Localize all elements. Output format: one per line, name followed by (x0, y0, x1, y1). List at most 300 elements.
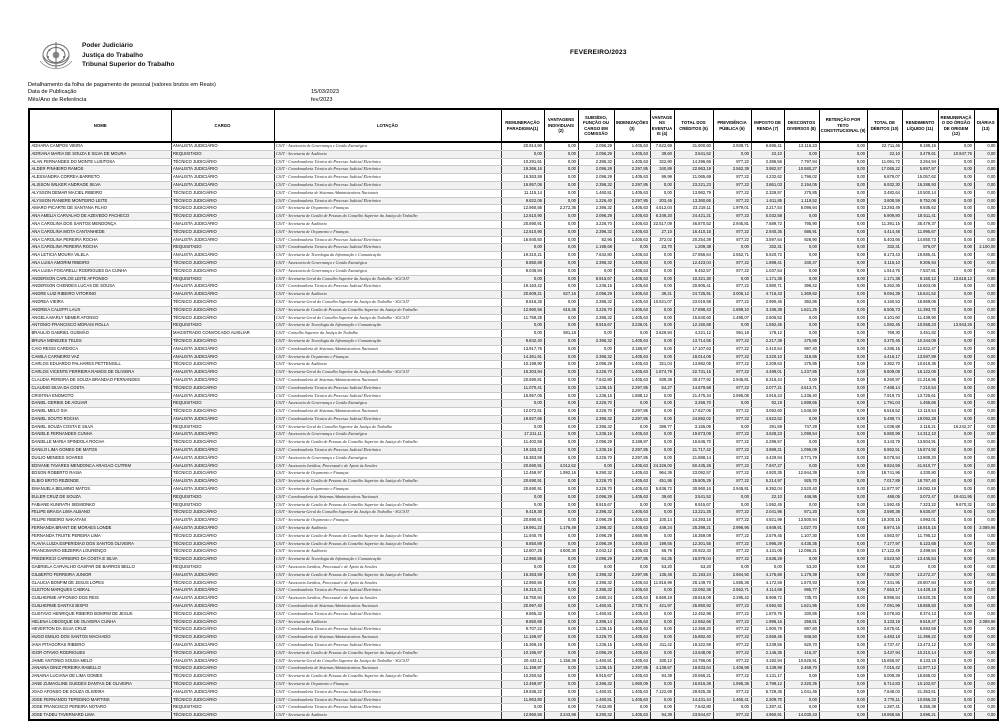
cell-value-6: 877,22 (713, 634, 751, 642)
cell-value-5: 25.805,29 (674, 478, 713, 486)
cell-value-10: 5.860,99 (867, 431, 902, 439)
cell-value-4: 330,12 (650, 657, 674, 665)
cell-lotacao: CSJT - Secretaria-Geral do Conselho Superior da Justiça do Trabalho - SGCSJT (274, 369, 501, 377)
cell-value-0: 14.361,91 (501, 353, 544, 361)
cell-value-1: 0,00 (544, 642, 578, 650)
cell-cargo: TÉCNICO JUDICIÁRIO (171, 649, 274, 657)
cell-value-13: 0,00 (974, 603, 998, 611)
cell-cargo: REQUISITADO (171, 275, 274, 283)
cell-value-7: 2.659,46 (751, 634, 784, 642)
cell-value-7: 1.287,41 (751, 704, 784, 712)
cell-value-0: 17.211,11 (501, 431, 544, 439)
cell-value-3: 2.297,85 (614, 556, 650, 564)
cell-value-9: 0,00 (819, 595, 867, 603)
cell-name: JANAINA DINIZ PEREIRA RABELLO (29, 665, 171, 673)
cell-name: ANGELA MARLY NEMER AFONSO (29, 314, 171, 322)
cell-lotacao: CSJT - Coordenadoria de Sistemas Administrativos Nacionais (274, 345, 501, 353)
cell-value-13: 0,00 (974, 392, 998, 400)
cell-value-8: 747,29 (784, 423, 819, 431)
column-header-6: INDENIZAÇÕES (3) (614, 109, 650, 142)
cell-value-1: 0,00 (544, 244, 578, 252)
table-row (29, 283, 998, 291)
cell-value-0: 20.997,40 (501, 603, 544, 611)
cell-value-2: 2.396,32 (578, 587, 614, 595)
cell-lotacao: CSJT - Secretaria de Orçamento e Finanças (274, 353, 501, 361)
cell-value-0: 19.366,16 (501, 166, 544, 174)
cell-value-6: 877,22 (713, 447, 751, 455)
cell-value-0: 16.303,94 (501, 369, 544, 377)
table-row (29, 618, 998, 626)
cell-value-1: 0,00 (544, 353, 578, 361)
cell-value-5: 15.640,60 (674, 314, 713, 322)
cell-value-13: 0,00 (974, 189, 998, 197)
cell-value-9: 0,00 (819, 384, 867, 392)
cell-value-13: 0,00 (974, 665, 998, 673)
cell-value-7: 22,10 (751, 150, 784, 158)
cell-value-9: 0,00 (819, 150, 867, 158)
cell-value-11: 876,07 (902, 244, 938, 252)
cell-value-4: 340,89 (650, 166, 674, 174)
cell-value-8: 0,00 (784, 267, 819, 275)
table-row (29, 298, 998, 306)
cell-value-8: 0,00 (784, 673, 819, 681)
cell-cargo: ANALISTA JUDICIÁRIO (171, 236, 274, 244)
cell-lotacao: CSJT - Assessoria de Governança e Gestão Estratégica (274, 259, 501, 267)
cell-value-8: 0,00 (784, 252, 819, 260)
cell-value-1: 0,00 (544, 634, 578, 642)
cell-value-3: 1.405,63 (614, 540, 650, 548)
cell-name: FREDERICO CARNEIRO DA COSTA E SILVA (29, 556, 171, 564)
cell-value-7: 3.220,10 (751, 353, 784, 361)
cell-cargo: ANALISTA JUDICIÁRIO (171, 595, 274, 603)
cell-value-7: 2.940,35 (751, 228, 784, 236)
cell-value-1: 0,00 (544, 384, 578, 392)
cell-cargo: TÉCNICO JUDICIÁRIO (171, 579, 274, 587)
cell-value-0: 19.991,23 (501, 525, 544, 533)
cell-value-3: 0,00 (614, 564, 650, 572)
cell-value-2: 8.915,67 (578, 322, 614, 330)
cell-value-10: 3.078,83 (867, 610, 902, 618)
cell-value-6: 877,22 (713, 478, 751, 486)
cell-cargo: REQUISITADO (171, 322, 274, 330)
cell-value-2: 2.096,29 (578, 174, 614, 182)
cell-value-1: 591,18 (544, 330, 578, 338)
cell-value-3: 1.405,63 (614, 493, 650, 501)
cell-name: BRUNA MENEZES TELES (29, 337, 171, 345)
cell-lotacao: CSJT - Secretaria de Auditoria (274, 220, 501, 228)
cell-value-4: 0,00 (650, 501, 674, 509)
cell-value-4: 0,00 (650, 431, 674, 439)
cell-value-11: 9.630,87 (902, 509, 938, 517)
cell-value-4: 0,00 (650, 322, 674, 330)
cell-lotacao: CSJT - Coordenadoria de Sistemas Administrativos Nacionais (274, 603, 501, 611)
cell-value-2: 7.642,80 (578, 376, 614, 384)
cell-value-2: 8.915,67 (578, 673, 614, 681)
cell-name: FLAVIA LUIZA ESPERIDIAO DOS SANTOS OLIVEIRA (29, 540, 171, 548)
cell-value-0: 8.816,26 (501, 298, 544, 306)
cell-cargo: TÉCNICO JUDICIÁRIO (171, 532, 274, 540)
cell-name: JOSE FRANCISCO PEREIRA NOTARO (29, 704, 171, 712)
cell-value-5: 24.892,02 (674, 415, 713, 423)
cell-value-13: 0,00 (974, 197, 998, 205)
cell-value-10: 5.516,52 (867, 408, 902, 416)
cell-value-0: 20.443,11 (501, 657, 544, 665)
cell-value-1: 0,00 (544, 275, 578, 283)
column-header-16: DIÁRIAS (13) (974, 109, 998, 142)
cell-value-5: 28.816,09 (674, 595, 713, 603)
cell-name: ALYSSON DEMAR MACIEL RIBEIRO (29, 189, 171, 197)
cell-value-12: 0,00 (938, 548, 974, 556)
cell-value-12: 0,00 (938, 603, 974, 611)
cell-cargo: TÉCNICO JUDICIÁRIO (171, 259, 274, 267)
cell-value-12: 0,00 (938, 564, 974, 572)
cell-name: ANA LETICIA MOURA VILELA (29, 252, 171, 260)
cell-value-1: 0,00 (544, 259, 578, 267)
cell-value-9: 0,00 (819, 330, 867, 338)
cell-value-1: 1.992,16 (544, 470, 578, 478)
cell-name: CAIO REGIS CARDOCA (29, 345, 171, 353)
cell-value-9: 0,00 (819, 431, 867, 439)
cell-value-13: 0,00 (974, 369, 998, 377)
cell-value-7: 2.410,54 (751, 345, 784, 353)
table-row (29, 384, 998, 392)
cell-value-1: 0,00 (544, 610, 578, 618)
table-row (29, 525, 998, 533)
cell-value-9: 0,00 (819, 205, 867, 213)
cell-value-11: 11.439,90 (902, 314, 938, 322)
cell-value-9: 0,00 (819, 275, 867, 283)
cell-value-2: 2.396,32 (578, 579, 614, 587)
table-row (29, 306, 998, 314)
cell-value-11: 16.122,06 (902, 369, 938, 377)
cell-value-3: 3.189,87 (614, 439, 650, 447)
table-row (29, 462, 998, 470)
cell-value-12: 0,00 (938, 142, 974, 150)
cell-value-0: 16.363,59 (501, 571, 544, 579)
cell-value-0: 11.115,14 (501, 189, 544, 197)
cell-value-1: 0,00 (544, 696, 578, 704)
cell-value-8: 2.469,70 (784, 665, 819, 673)
cell-value-1: 0,00 (544, 556, 578, 564)
cell-value-6: 877,22 (713, 454, 751, 462)
cell-value-0: 0,00 (501, 423, 544, 431)
cell-value-7: 6.695,41 (751, 142, 784, 150)
cell-value-5: 17.627,06 (674, 408, 713, 416)
cell-value-1: 4.012,62 (544, 462, 578, 470)
cell-cargo: ANALISTA JUDICIÁRIO (171, 688, 274, 696)
cell-value-4: 39,60 (650, 493, 674, 501)
cell-value-2: 0,00 (578, 564, 614, 572)
cell-value-5: 21.193,24 (674, 571, 713, 579)
cell-value-6: 877,22 (713, 657, 751, 665)
cell-value-2: 2.096,29 (578, 532, 614, 540)
cell-cargo: TÉCNICO JUDICIÁRIO (171, 470, 274, 478)
cell-cargo: ANALISTA JUDICIÁRIO (171, 283, 274, 291)
cell-value-4: 199,55 (650, 540, 674, 548)
cell-value-6: 2.562,39 (713, 166, 751, 174)
cell-value-9: 0,00 (819, 680, 867, 688)
cell-lotacao: CSJT - Secretaria de Gestão de Pessoas do Conselho Superior da Justiça do Trabalho (274, 649, 501, 657)
cell-value-13: 0,00 (974, 408, 998, 416)
cell-value-13: 0,00 (974, 384, 998, 392)
cell-value-9: 0,00 (819, 158, 867, 166)
cell-value-5: 14.431,44 (674, 696, 713, 704)
cell-value-4: 0,00 (650, 345, 674, 353)
org-line-3: Tribunal Superior do Trabalho (82, 61, 175, 68)
cell-value-6: 877,22 (713, 540, 751, 548)
cell-value-2: 8.915,67 (578, 275, 614, 283)
table-row (29, 509, 998, 517)
cell-value-13: 0,00 (974, 696, 998, 704)
cell-value-6: 877,22 (713, 298, 751, 306)
cell-value-10: 8.824,59 (867, 462, 902, 470)
cell-value-12: 0,00 (938, 517, 974, 525)
cell-value-3: 1.405,63 (614, 142, 650, 150)
cell-value-12: 0,00 (938, 376, 974, 384)
cell-value-10: 7.015,42 (867, 665, 902, 673)
cell-value-4: 4.512,04 (650, 205, 674, 213)
cell-value-2: 3.226,70 (578, 454, 614, 462)
cell-name: ANA AMELIA CARVALHO DE AZEVEDO PACHECO (29, 213, 171, 221)
cell-value-12: 0,00 (938, 642, 974, 650)
cell-lotacao: CSJT - Coordenadoria Técnica do Processo Judicial Eletrônico (274, 587, 501, 595)
cell-value-0: 10.250,52 (501, 673, 544, 681)
cell-value-12: 0,00 (938, 579, 974, 587)
cell-value-2: 2.396,32 (578, 181, 614, 189)
cell-value-10: 4.150,53 (867, 298, 902, 306)
table-row (29, 353, 998, 361)
cell-value-5: 46.870,52 (674, 220, 713, 228)
cell-value-5: 12.452,96 (674, 610, 713, 618)
cell-value-9: 0,00 (819, 314, 867, 322)
table-row (29, 626, 998, 634)
cell-cargo: ANALISTA JUDICIÁRIO (171, 220, 274, 228)
cell-value-4: 6.349,20 (650, 213, 674, 221)
cell-value-6: 2.945,81 (713, 376, 751, 384)
cell-cargo: TÉCNICO JUDICIÁRIO (171, 228, 274, 236)
cell-value-8: 10.625,91 (784, 657, 819, 665)
cell-value-1: 0,00 (544, 213, 578, 221)
table-row (29, 587, 998, 595)
cell-value-8: 446,95 (784, 493, 819, 501)
cell-value-11: 21.353,51 (902, 688, 938, 696)
cell-value-4: 0,00 (650, 337, 674, 345)
column-header-2: LOTAÇÃO (274, 109, 501, 142)
cell-value-2: 7.642,80 (578, 704, 614, 712)
cell-value-7: 3.982,57 (751, 166, 784, 174)
cell-name: ANDRE LUIZ RIBEIRO VITORINO (29, 291, 171, 299)
cell-cargo: ANALISTA JUDICIÁRIO (171, 291, 274, 299)
cell-value-3: 1.405,63 (614, 220, 650, 228)
cell-value-0: 19.163,42 (501, 283, 544, 291)
cell-value-6: 877,22 (713, 408, 751, 416)
cell-value-7: 291,59 (751, 423, 784, 431)
cell-value-11: 1.465,66 (902, 400, 938, 408)
cell-value-0: 20.914,90 (501, 142, 544, 150)
cell-value-1: 0,00 (544, 649, 578, 657)
cell-value-3: 1.405,63 (614, 431, 650, 439)
table-row (29, 696, 998, 704)
cell-value-2: 2.396,32 (578, 298, 614, 306)
cell-value-7: 4.131,17 (751, 673, 784, 681)
cell-value-9: 0,00 (819, 579, 867, 587)
cell-value-1: 0,00 (544, 158, 578, 166)
cell-value-9: 0,00 (819, 376, 867, 384)
cell-value-1: 0,00 (544, 181, 578, 189)
cell-value-1: 0,00 (544, 618, 578, 626)
cell-value-11: 5.897,97 (902, 166, 938, 174)
cell-value-4: 39,21 (650, 291, 674, 299)
cell-value-10: 8.173,43 (867, 252, 902, 260)
cell-value-2: 6.290,32 (578, 712, 614, 720)
cell-value-0: 11.940,76 (501, 532, 544, 540)
cell-value-2: 1.236,15 (578, 642, 614, 650)
cell-value-7: 3.628,23 (751, 431, 784, 439)
cell-value-0: 12.610,90 (501, 228, 544, 236)
cell-value-2: 1.460,81 (578, 610, 614, 618)
cell-name: ANDREIA CALEFFI LAUX (29, 306, 171, 314)
cell-value-7: 2.329,57 (751, 189, 784, 197)
cell-value-3: 1.405,63 (614, 291, 650, 299)
cell-value-9: 0,00 (819, 228, 867, 236)
cell-name: IANA PITAGORAS RIBEIRO (29, 642, 171, 650)
cell-value-2: 2.396,32 (578, 423, 614, 431)
cell-value-2: 2.096,29 (578, 493, 614, 501)
cell-value-0: 0,00 (501, 493, 544, 501)
cell-value-8: 0,00 (784, 696, 819, 704)
cell-value-0: 0,00 (501, 330, 544, 338)
cell-name: CARLOS EDUARDO PALHARES PETTENGILL (29, 361, 171, 369)
cell-value-1: 0,00 (544, 587, 578, 595)
cell-lotacao: CSJT - Coordenadoria de Sistemas Administrativos Nacionais (274, 493, 501, 501)
cell-cargo: TÉCNICO JUDICIÁRIO (171, 298, 274, 306)
cell-value-8: 620,70 (784, 642, 819, 650)
cell-cargo: ANALISTA JUDICIÁRIO (171, 603, 274, 611)
table-row (29, 275, 998, 283)
cell-value-3: 1.405,63 (614, 174, 650, 182)
cell-value-10: 17.122,49 (867, 548, 902, 556)
cell-value-7: 6.316,44 (751, 376, 784, 384)
cell-name: AMARO PICARTE DE SANTANA FILHO (29, 205, 171, 213)
cell-value-9: 0,00 (819, 337, 867, 345)
cell-lotacao: CSJT - Secretaria de Auditoria (274, 712, 501, 720)
table-row (29, 415, 998, 423)
cell-value-6: 877,22 (713, 415, 751, 423)
cell-value-3: 1.405,63 (614, 306, 650, 314)
table-row (29, 571, 998, 579)
cell-value-12: 0,00 (938, 181, 974, 189)
cell-value-12: 0,00 (938, 174, 974, 182)
cell-value-6: 877,22 (713, 174, 751, 182)
cell-value-8: 4.435,35 (784, 540, 819, 548)
cell-value-6: 877,22 (713, 158, 751, 166)
cell-value-10: 4.737,47 (867, 642, 902, 650)
cell-value-8: 925,70 (784, 478, 819, 486)
cell-value-11: 19.082,19 (902, 486, 938, 494)
cell-name: GABRIELA CARVALHO GASPAR DE BARROS BELLO (29, 564, 171, 572)
cell-value-9: 0,00 (819, 345, 867, 353)
cell-value-6: 877,22 (713, 548, 751, 556)
cell-value-12: 0,00 (938, 626, 974, 634)
cell-value-10: 3.608,59 (867, 197, 902, 205)
cell-value-1: 2.272,36 (544, 205, 578, 213)
cell-value-13: 0,00 (974, 361, 998, 369)
cell-value-9: 0,00 (819, 322, 867, 330)
cell-value-2: 1.236,15 (578, 665, 614, 673)
cell-value-7: 5.969,72 (751, 595, 784, 603)
cell-value-8: 0,00 (784, 556, 819, 564)
cell-value-11: 9.752,06 (902, 197, 938, 205)
cell-value-2: 1.226,40 (578, 197, 614, 205)
table-row (29, 314, 998, 322)
cell-value-13: 0,00 (974, 314, 998, 322)
cell-value-1: 0,00 (544, 704, 578, 712)
cell-name: CLAUDIA PEREIRA DE SOUZA BRANDAO FERNANDES (29, 376, 171, 384)
cell-cargo: TÉCNICO JUDICIÁRIO (171, 384, 274, 392)
cell-value-9: 0,00 (819, 174, 867, 182)
cell-value-11: 10.344,09 (902, 337, 938, 345)
cell-value-5: 17.107,63 (674, 345, 713, 353)
cell-value-7: 2.296,57 (751, 439, 784, 447)
cell-value-11: 13.597,89 (902, 353, 938, 361)
cell-value-7: 92,19 (751, 400, 784, 408)
cell-value-6: 0,00 (713, 400, 751, 408)
cell-value-8: 415,37 (784, 649, 819, 657)
cell-value-1: 4.600,30 (544, 548, 578, 556)
cell-value-0: 13.917,76 (501, 345, 544, 353)
cell-name: ANDREA VIEIRA (29, 298, 171, 306)
column-header-9: PREVIDÊNCIA PÚBLICA (6) (713, 109, 751, 142)
cell-value-6: 877,22 (713, 213, 751, 221)
table-row (29, 158, 998, 166)
cell-value-1: 0,00 (544, 571, 578, 579)
cell-value-8: 928,90 (784, 236, 819, 244)
cell-cargo: ANALISTA JUDICIÁRIO (171, 376, 274, 384)
cell-value-6: 1.495,07 (713, 314, 751, 322)
cell-value-13: 0,00 (974, 517, 998, 525)
cell-value-8: 0,00 (784, 501, 819, 509)
cell-name: ADHARA CAMPOS VIEIRA (29, 142, 171, 150)
cell-value-13: 0,00 (974, 306, 998, 314)
cell-value-1: 0,00 (544, 439, 578, 447)
cell-value-0: 0,00 (501, 501, 544, 509)
cell-value-13: 0,00 (974, 556, 998, 564)
cell-value-13: 0,00 (974, 353, 998, 361)
cell-value-7: 2.606,52 (751, 314, 784, 322)
cell-value-12: 0,00 (938, 712, 974, 720)
cell-value-4: 64,27 (650, 384, 674, 392)
cell-value-12: 0,00 (938, 618, 974, 626)
column-header-12: RETENÇÃO POR TETO CONSTITUCIONAL (9) (819, 109, 867, 142)
cell-value-0: 20.690,91 (501, 517, 544, 525)
cell-value-9: 0,00 (819, 610, 867, 618)
cell-value-9: 0,00 (819, 439, 867, 447)
cell-value-5: 12.369,20 (674, 626, 713, 634)
cell-value-9: 0,00 (819, 618, 867, 626)
cell-value-8: 275,85 (784, 361, 819, 369)
table-row (29, 322, 998, 330)
cell-value-0: 8.850,89 (501, 540, 544, 548)
cell-value-10: 7.177,97 (867, 540, 902, 548)
cell-cargo: ANALISTA JUDICIÁRIO (171, 571, 274, 579)
cell-name: IGOR OTAVIO RODRIGUES (29, 649, 171, 657)
cell-value-4: 24.326,00 (650, 462, 674, 470)
cell-value-12: 0,00 (938, 392, 974, 400)
cell-value-0: 12.610,90 (501, 213, 544, 221)
cell-value-13: 0,00 (974, 228, 998, 236)
table-row (29, 680, 998, 688)
cell-value-4: 0,00 (650, 189, 674, 197)
